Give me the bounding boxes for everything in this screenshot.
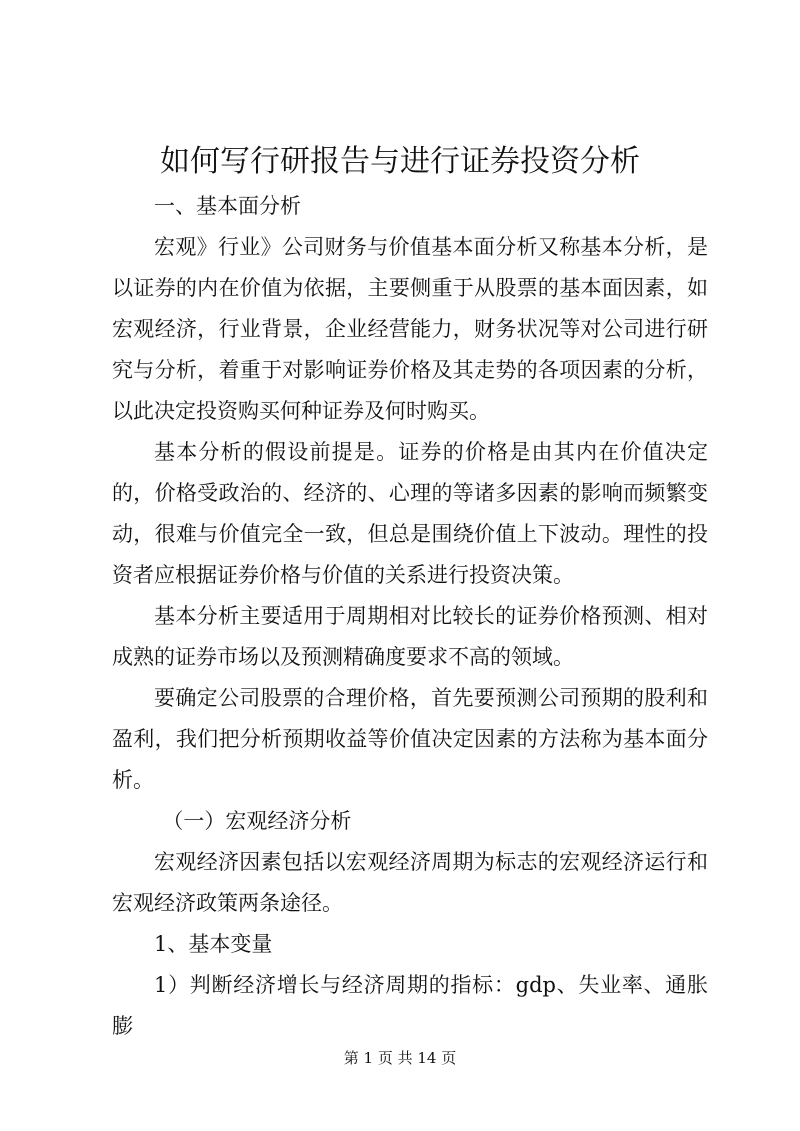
paragraph-pricing: 要确定公司股票的合理价格，首先要预测公司预期的股利和盈利，我们把分析预期收益等价值决定因素的方法称为基本面分析。 xyxy=(112,686,708,792)
list-item-growth-indicators: 1）判断经济增长与经济周期的指标：gdp、失业率、通胀膨 xyxy=(112,973,708,1038)
paragraph-assumption: 基本分析的假设前提是。证券的价格是由其内在价值决定的，价格受政治的、经济的、心理的等诸多因素的影响而频繁变动，很难与价值完全一致，但总是围绕价值上下波动。理性的投资者应根据证券价格与价值的关系进行投资决策。 xyxy=(112,440,708,587)
document-body xyxy=(112,186,708,1047)
section-heading-fundamental-analysis: 一、基本面分析 xyxy=(154,194,301,218)
page-footer: 第 1 页 共 14 页 xyxy=(343,1049,457,1067)
paragraph-macro-factors: 宏观经济因素包括以宏观经济周期为标志的宏观经济运行和宏观经济政策两条途径。 xyxy=(112,850,708,915)
document-title: 如何写行研报告与进行证券投资分析 xyxy=(160,144,640,179)
subsection-heading-macro: （一）宏观经济分析 xyxy=(162,809,352,833)
item-heading-basic-variables: 1、基本变量 xyxy=(154,932,273,956)
paragraph-application: 基本分析主要适用于周期相对比较长的证券价格预测、相对成熟的证券市场以及预测精确度要求不高的领域。 xyxy=(112,604,708,669)
paragraph-definition: 宏观》行业》公司财务与价值基本面分析又称基本分析，是以证券的内在价值为依据，主要侧重于从股票的基本面因素，如宏观经济，行业背景，企业经营能力，财务状况等对公司进行研究与分析，着重于对影响证券价格及其走势的各项因素的分析，以此决定投资购买何种证券及何时购买。 xyxy=(112,235,708,423)
